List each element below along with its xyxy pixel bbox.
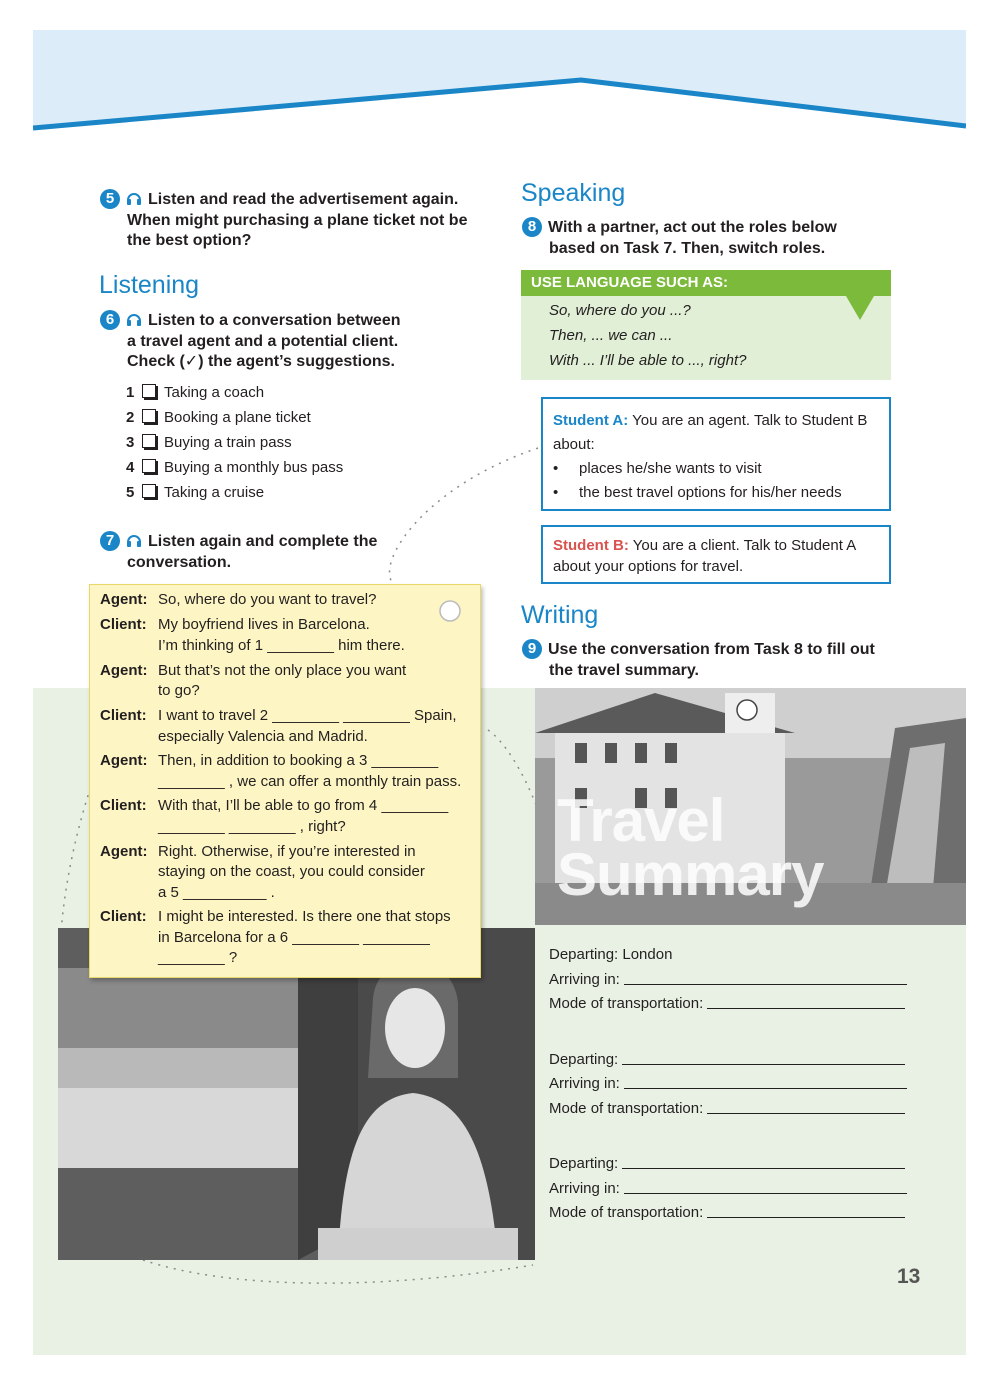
checkbox[interactable] — [142, 384, 156, 398]
student-b-label: Student B: — [553, 537, 629, 554]
train-station-photo — [535, 688, 966, 925]
task-8 — [522, 217, 902, 259]
student-a-label: Student A: — [553, 412, 629, 429]
option-item: 5 Taking a cruise — [126, 484, 265, 501]
language-box-heading: USE LANGUAGE SUCH AS: — [521, 270, 891, 296]
task-5-line-1: Listen and read the advertisement again. — [148, 191, 459, 208]
task-6 — [100, 310, 500, 373]
option-item: 3 Buying a train pass — [126, 434, 292, 451]
language-line: Then, ... we can ... — [549, 327, 673, 344]
task-5-line-2: When might purchasing a plane ticket not be — [127, 211, 468, 229]
student-b-text: You are a client. Talk to Student A — [632, 537, 857, 554]
task-7-line-2: conversation. — [127, 553, 232, 571]
checkbox[interactable] — [142, 484, 156, 498]
headphones-icon — [126, 311, 142, 327]
option-item: 1 Taking a coach — [126, 384, 265, 401]
travel-summary-form — [549, 943, 907, 1226]
task-number-badge: 5 — [100, 189, 120, 209]
task-number-badge: 9 — [522, 639, 542, 659]
listening-heading: Listening — [99, 271, 200, 299]
task-9 — [522, 639, 922, 681]
task-6-line-3: Check (✓) the agent’s suggestions. — [127, 353, 395, 370]
mode-field[interactable]: Mode of transportation: — [549, 1201, 907, 1226]
header-band — [33, 30, 966, 135]
headphones-icon — [126, 532, 142, 548]
checkbox[interactable] — [142, 459, 156, 473]
language-line: So, where do you ...? — [549, 302, 691, 319]
option-item: 4 Buying a monthly bus pass — [126, 459, 344, 476]
page-number: 13 — [897, 1265, 921, 1288]
task-9-line-2: the travel summary. — [549, 661, 699, 679]
task-8-line-1: With a partner, act out the roles below — [548, 219, 837, 236]
mode-field[interactable]: Mode of transportation: — [549, 1097, 907, 1122]
language-line: With ... I’ll be able to ..., right? — [549, 352, 747, 369]
student-a-text: You are an agent. Talk to Student B — [632, 412, 868, 429]
suggestion-options — [126, 380, 343, 505]
speaking-heading: Speaking — [521, 179, 626, 207]
student-a-text-2: about: — [553, 436, 595, 453]
conversation-note: Agent: So, where do you want to travel? Client: My boyfriend lives in Barcelona. I’m thinking of 1 ________ him there. Agent: But that’s not the only place you want to go? Client: I want to travel 2 ________ ________ Spain, especially Valencia and Madrid. Agent: Then, in addition to booking a 3 ________ ________ , we can offer a monthly train pass. Client: With that, I’ll be able to go from 4 ________ ________ ________ , right? Agent: Right. Otherwise, if you’re interested in staying on the coast, you could consider a 5 __________ . Client: I might be interested. Is there one that stops in Barcelona for a 6 ________ ________ ________ ? — [89, 584, 481, 978]
student-b-box — [541, 525, 891, 584]
task-5-line-3: the best option? — [127, 232, 252, 249]
student-a-bullet: • the best travel options for his/her needs — [553, 484, 842, 501]
task-6-line-2: a travel agent and a potential client. — [127, 332, 399, 350]
student-a-box — [541, 397, 891, 511]
arriving-field[interactable]: Arriving in: — [549, 968, 907, 993]
task-8-line-2: based on Task 7. Then, switch roles. — [549, 239, 826, 257]
arriving-field[interactable]: Arriving in: — [549, 1072, 907, 1097]
task-number-badge: 6 — [100, 310, 120, 330]
travel-summary-title: Travel Summary — [557, 787, 824, 908]
checkbox[interactable] — [142, 409, 156, 423]
task-number-badge: 8 — [522, 217, 542, 237]
departing-field[interactable]: Departing: — [549, 1152, 907, 1177]
task-9-line-1: Use the conversation from Task 8 to fill out — [548, 641, 875, 658]
checkbox[interactable] — [142, 434, 156, 448]
task-6-line-1: Listen to a conversation between — [148, 312, 401, 329]
speech-pointer-icon — [846, 296, 874, 320]
task-number-badge: 7 — [100, 531, 120, 551]
option-item: 2 Booking a plane ticket — [126, 409, 311, 426]
task-7 — [100, 531, 500, 573]
student-b-text-2: about your options for travel. — [553, 558, 744, 575]
task-7-line-1: Listen again and complete the — [148, 533, 378, 550]
task-5 — [100, 189, 500, 252]
headphones-icon — [126, 190, 142, 206]
writing-heading: Writing — [521, 601, 599, 629]
departing-field: Departing: London — [549, 946, 673, 963]
departing-field[interactable]: Departing: — [549, 1048, 907, 1073]
arriving-field[interactable]: Arriving in: — [549, 1177, 907, 1202]
student-a-bullet: • places he/she wants to visit — [553, 460, 762, 477]
mode-field[interactable]: Mode of transportation: — [549, 992, 907, 1017]
